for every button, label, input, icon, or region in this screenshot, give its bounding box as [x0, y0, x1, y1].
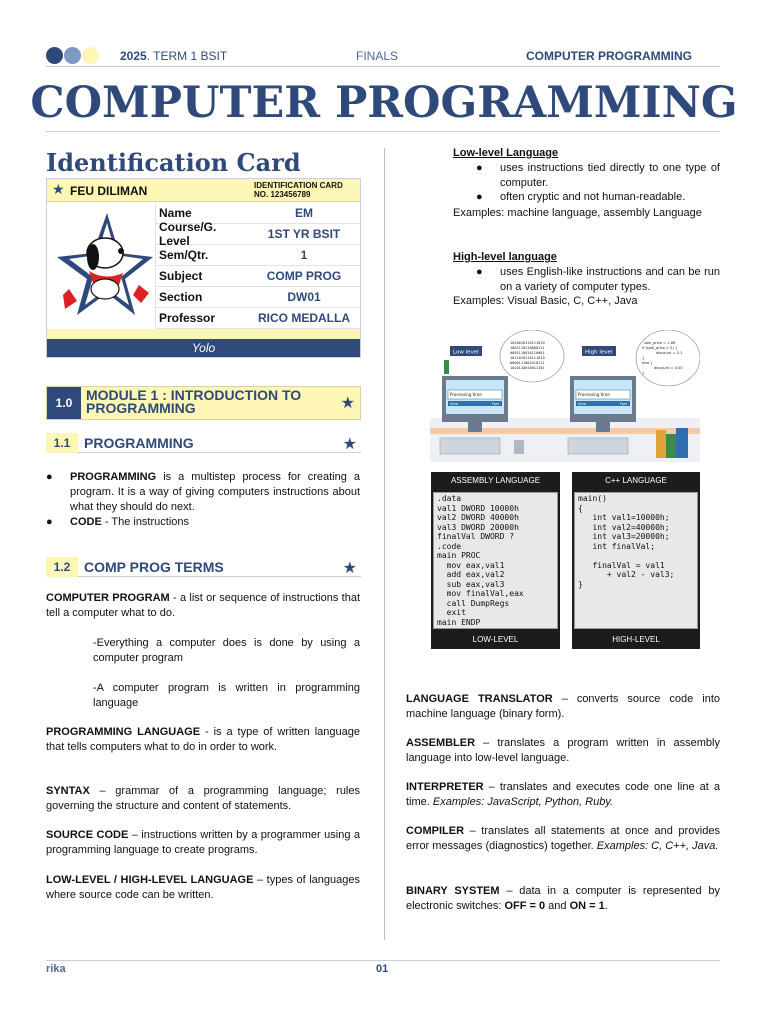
dot-blue	[64, 47, 81, 64]
hl-code-line: }	[642, 371, 645, 375]
hl-code-line: if (sale_price > 2) {	[642, 346, 678, 350]
proc-label-high: Processing time	[578, 392, 610, 397]
term-computer-program: COMPUTER PROGRAM - a list or sequence of instructions that tell a computer what to do.	[46, 592, 361, 619]
low-level-bullet-2: ● often cryptic and not human-readable.	[476, 191, 686, 203]
column-divider	[384, 148, 385, 940]
high-level-tag: High level	[585, 349, 613, 356]
dot-navy	[46, 47, 63, 64]
title-rule	[46, 131, 720, 132]
id-row-professor: Professor RICO MEDALLA	[155, 308, 360, 329]
term-source-code: SOURCE CODE – instructions written by a programmer using a programming language to create programs.	[46, 829, 360, 856]
header-rule	[46, 66, 720, 67]
binary-line: 1001110110000111	[510, 346, 545, 350]
page-title: COMPUTER PROGRAMMING	[30, 78, 738, 128]
section-label: PROGRAMMING	[84, 435, 194, 451]
snoopy-star-icon	[49, 209, 153, 319]
module-label: MODULE 1 : INTRODUCTION TO PROGRAMMING	[86, 387, 302, 416]
binary-line: 0000111001010111	[510, 361, 545, 365]
star-icon: ★	[52, 181, 65, 197]
star-icon: ★	[342, 560, 357, 577]
cpp-code-box	[572, 472, 700, 649]
id-card	[46, 178, 361, 358]
term-note-2: -A computer program is written in programming language	[93, 682, 360, 709]
fast-label-low: Fast	[492, 402, 500, 406]
dot-yellow	[82, 47, 99, 64]
hl-code-line: else {	[642, 361, 653, 365]
header-term: 2025. TERM 1 BSIT	[120, 49, 228, 63]
id-row-subject: Subject COMP PROG	[155, 266, 360, 287]
hl-code-line: }	[642, 356, 645, 360]
id-row-course: Course/G. Level 1ST YR BSIT	[155, 224, 360, 245]
term-language-translator: LANGUAGE TRANSLATOR – converts source code into machine language (binary form).	[406, 693, 720, 720]
id-row-name: Name EM	[155, 203, 360, 224]
fast-label-high: Fast	[620, 402, 628, 406]
assembly-caption: ASSEMBLY LANGUAGE	[450, 476, 541, 485]
section-header-terms	[46, 557, 361, 577]
binary-line: 1010110010011101	[510, 366, 545, 370]
section-header-programming	[46, 433, 361, 453]
hl-code-line: discount = 0.05	[654, 366, 683, 370]
assembly-footer: LOW-LEVEL	[472, 635, 519, 644]
slow-label-low: Slow	[450, 402, 459, 406]
high-level-bullet-1: ● uses English-like instructions and can be run on a variety of computer types.	[476, 266, 720, 293]
id-card-stripe	[47, 329, 360, 339]
high-level-examples: Examples: Visual Basic, C, C++, Java	[453, 295, 638, 307]
star-icon: ★	[340, 395, 355, 412]
bullet-programming: ● PROGRAMMING is a multistep process for creating a program. It is a way of giving computers instructions about what they should do next.	[46, 471, 360, 513]
id-number: IDENTIFICATION CARD NO. 123456789	[254, 181, 343, 199]
section-number: 1.2	[46, 557, 78, 577]
footer-author: rika	[46, 963, 66, 975]
term-programming-language: PROGRAMMING LANGUAGE - is a type of written language that tells computers what to do in order to work.	[46, 726, 361, 753]
term-note-1: -Everything a computer does is done by using a computer program	[93, 637, 360, 664]
id-card-top	[47, 179, 360, 202]
id-row-sem: Sem/Qtr. 1	[155, 245, 360, 266]
section-number: 1.1	[46, 433, 78, 453]
id-row-section: Section DW01	[155, 287, 360, 308]
term-syntax: SYNTAX – grammar of a programming language; rules governing the structure and content of statements.	[46, 785, 360, 812]
low-level-bullet-1: ● uses instructions tied directly to one type of computer.	[476, 162, 720, 189]
slow-label-high: Slow	[578, 402, 587, 406]
page-header	[46, 44, 720, 68]
bullet-code: ● CODE - The instructions	[46, 516, 190, 528]
cpp-code: main() { int val1=10000h; int val2=40000h; int val3=20000h; int finalVal; finalVal = val1 + val2 - val3; }	[574, 492, 698, 629]
low-level-examples: Examples: machine language, assembly Language	[453, 207, 702, 219]
hl-code-line: discount = 0.1	[656, 351, 683, 355]
low-level-tag: Low level	[453, 349, 479, 356]
term-assembler: ASSEMBLER – translates a program written in assembly language into low-level language.	[406, 737, 720, 764]
school-name: FEU DILIMAN	[70, 184, 148, 198]
low-vs-high-level-illustration	[430, 330, 700, 465]
high-level-heading: High-level language	[453, 251, 557, 263]
binary-line: 1010010110111010	[510, 341, 545, 345]
page-number: 01	[376, 963, 389, 975]
star-icon: ★	[342, 436, 357, 453]
term-binary-system: BINARY SYSTEM – data in a computer is represented by electronic switches: OFF = 0 and ON = 1.	[406, 885, 720, 912]
term-compiler: COMPILER – translates all statements at once and provides error messages (diagnostics) together. Examples: C, C++, Java.	[406, 825, 720, 852]
low-level-heading: Low-level Language	[453, 147, 559, 159]
cpp-footer: HIGH-LEVEL	[612, 635, 660, 644]
assembly-code-box	[431, 472, 560, 649]
footer-rule	[46, 960, 720, 961]
id-card-table	[155, 203, 360, 329]
term-interpreter: INTERPRETER – translates and executes code one line at a time. Examples: JavaScript, Python, Ruby.	[406, 781, 720, 808]
header-exam: FINALS	[356, 49, 399, 63]
assembly-code: .data val1 DWORD 10000h val2 DWORD 40000h val3 DWORD 20000h finalVal DWORD ? .code main PROC mov eax,val1 add eax,val2 sub eax,val3 mov finalVal,eax call DumpRegs exit main ENDP	[433, 492, 558, 629]
section-label: COMP PROG TERMS	[84, 559, 224, 575]
module-header	[46, 386, 361, 420]
proc-label-low: Processing time	[450, 392, 482, 397]
id-card-footer: Yolo	[47, 339, 360, 357]
binary-line: 0001110010110001	[510, 351, 545, 355]
id-card-heading: Identification Card	[46, 148, 301, 177]
term-low-high-level: LOW-LEVEL / HIGH-LEVEL LANGUAGE – types of languages where source code can be written.	[46, 874, 361, 901]
module-number: 1.0	[47, 387, 81, 419]
binary-line: 1011010110111010	[510, 356, 545, 360]
cpp-caption: C++ LANGUAGE	[605, 476, 667, 485]
header-subject: COMPUTER PROGRAMMING	[526, 49, 692, 63]
hl-code-line: sale_price = 1.66	[644, 341, 676, 345]
